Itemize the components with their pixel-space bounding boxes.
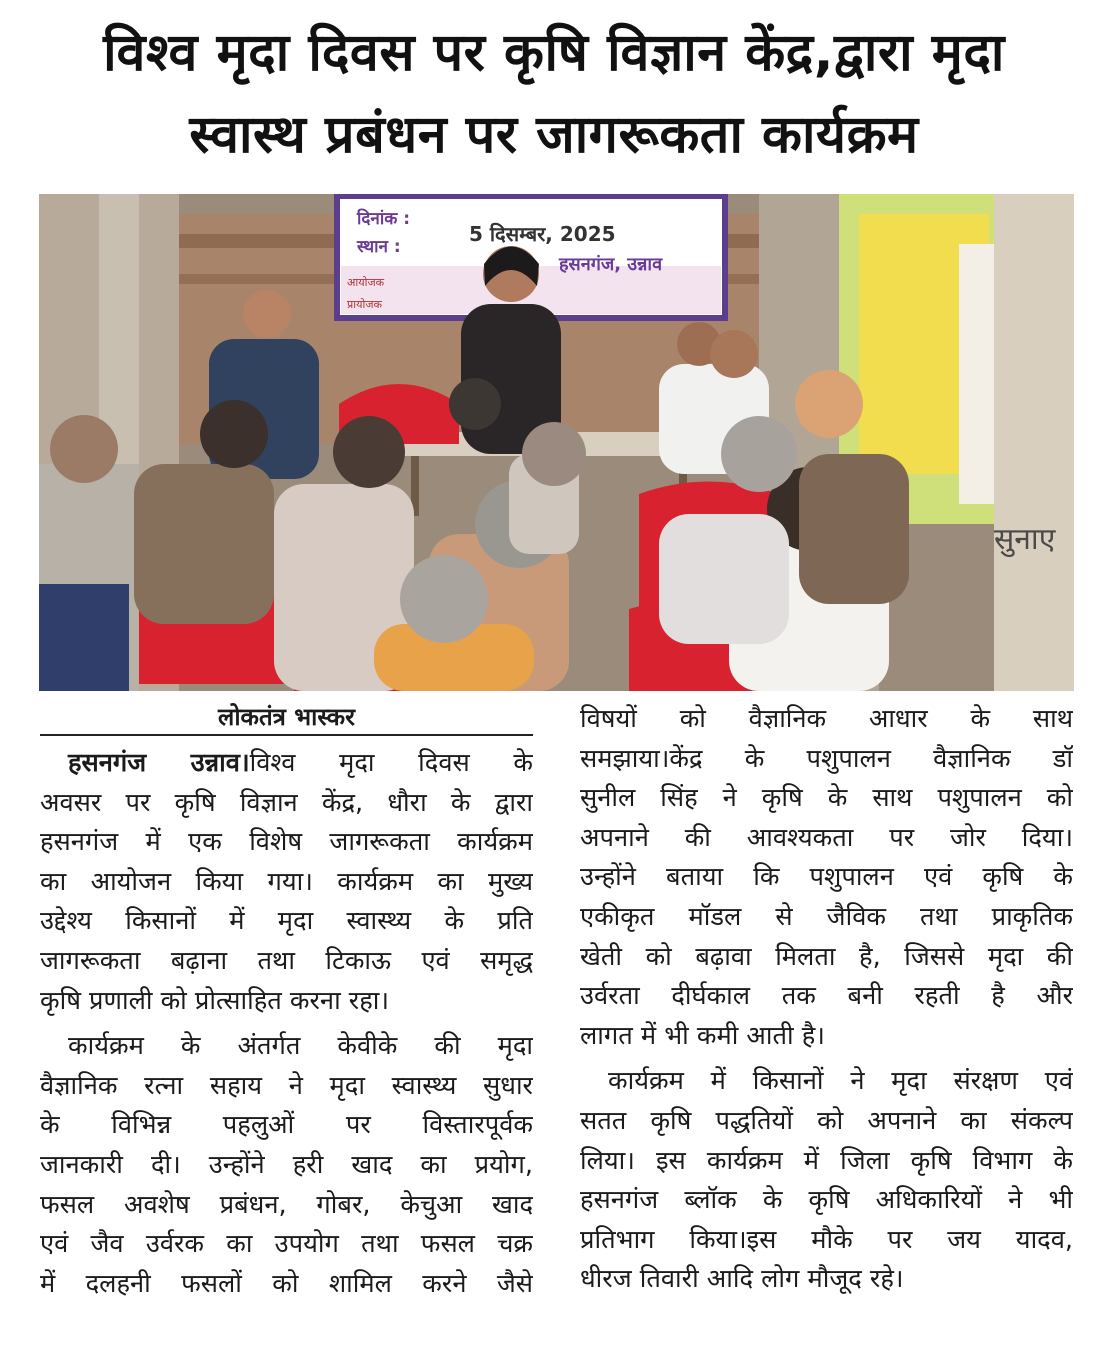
article-line: कृषि प्रणाली को प्रोत्साहित करना रहा।: [40, 985, 390, 1016]
article-line: सतत कृषि पद्धतियों को अपनाने का संकल्प: [580, 1105, 1073, 1136]
article-line: उन्होंने बताया कि पशुपालन एवं कृषि के: [580, 862, 1073, 893]
article-line: का आयोजन किया गया। कार्यक्रम का मुख्य: [40, 866, 533, 897]
dateline: हसनगंज उन्नाव।: [68, 748, 250, 778]
article-line: लागत में भी कमी आती है।: [580, 1020, 825, 1051]
article-line: फसल अवशेष प्रबंधन, गोबर, केचुआ खाद: [40, 1189, 533, 1220]
article-line: जानकारी दी। उन्होंने हरी खाद का प्रयोग,: [40, 1149, 533, 1180]
article-line: खेती को बढ़ावा मिलता है, जिससे मृदा की: [580, 941, 1073, 972]
article-line: वैज्ञानिक रत्ना सहाय ने मृदा स्वास्थ्य सुधार: [40, 1070, 533, 1101]
article-line: कार्यक्रम में किसानों ने मृदा संरक्षण एवं: [608, 1066, 1073, 1097]
banner-organizer-label: आयोजक: [347, 276, 385, 289]
article-line: हसनगंज ब्लॉक के कृषि अधिकारियों ने भी: [580, 1185, 1073, 1216]
article-line: के विभिन्न पहलुओं पर विस्तारपूर्वक: [40, 1110, 533, 1141]
wall-text: सुनाए: [994, 522, 1056, 557]
headline: [0, 12, 1108, 176]
article-column-right: [580, 700, 1073, 1300]
banner-date-value: 5 दिसम्बर, 2025: [469, 222, 616, 246]
headline-line-1: विश्व मृदा दिवस पर कृषि विज्ञान केंद्र,द्वारा मृदा: [103, 23, 1005, 83]
article-line: हसनगंज उन्नाव।विश्व मृदा दिवस के: [68, 748, 533, 778]
news-photo: [39, 194, 1074, 691]
banner-date-label: दिनांक :: [357, 209, 411, 229]
article-line: कार्यक्रम के अंतर्गत केवीके की मृदा: [68, 1031, 533, 1062]
article-line: प्रतिभाग किया।इस मौके पर जय यादव,: [580, 1224, 1073, 1255]
article-line: समझाया।केंद्र के पशुपालन वैज्ञानिक डॉ: [580, 743, 1073, 774]
article-line: जागरूकता बढ़ाना तथा टिकाऊ एवं समृद्ध: [40, 945, 533, 976]
headline-line-2: स्वास्थ प्रबंधन पर जागरूकता कार्यक्रम: [189, 105, 919, 165]
article-line: एवं जैव उर्वरक का उपयोग तथा फसल चक्र: [40, 1229, 533, 1260]
banner-place-value: हसनगंज, उन्नाव: [559, 254, 663, 275]
article-line: लिया। इस कार्यक्रम में जिला कृषि विभाग के: [580, 1145, 1073, 1176]
article-line: अपनाने की आवश्यकता पर जोर दिया।: [580, 822, 1073, 853]
article-line: उर्वरता दीर्घकाल तक बनी रहती है और: [580, 981, 1073, 1012]
article-line: एकीकृत मॉडल से जैविक तथा प्राकृतिक: [580, 901, 1073, 932]
article-line: विषयों को वैज्ञानिक आधार के साथ: [580, 704, 1073, 734]
article-line: धीरज तिवारी आदि लोग मौजूद रहे।: [580, 1264, 904, 1295]
article-line: में दलहनी फसलों को शामिल करने जैसे: [40, 1268, 533, 1299]
banner-place-label: स्थान :: [357, 237, 401, 257]
article-line: सुनील सिंह ने कृषि के साथ पशुपालन को: [580, 783, 1073, 814]
article-line: उद्देश्य किसानों में मृदा स्वास्थ्य के प्रति: [40, 906, 533, 937]
article-line: अवसर पर कृषि विज्ञान केंद्र, धौरा के द्वारा: [40, 787, 533, 818]
byline: लोकतंत्र भास्कर: [40, 700, 533, 736]
article-line: हसनगंज में एक विशेष जागरूकता कार्यक्रम: [40, 827, 533, 858]
article-column-left: [40, 700, 533, 1304]
banner-sponsor-label: प्रायोजक: [347, 298, 382, 311]
photo-scene: [39, 194, 1074, 691]
